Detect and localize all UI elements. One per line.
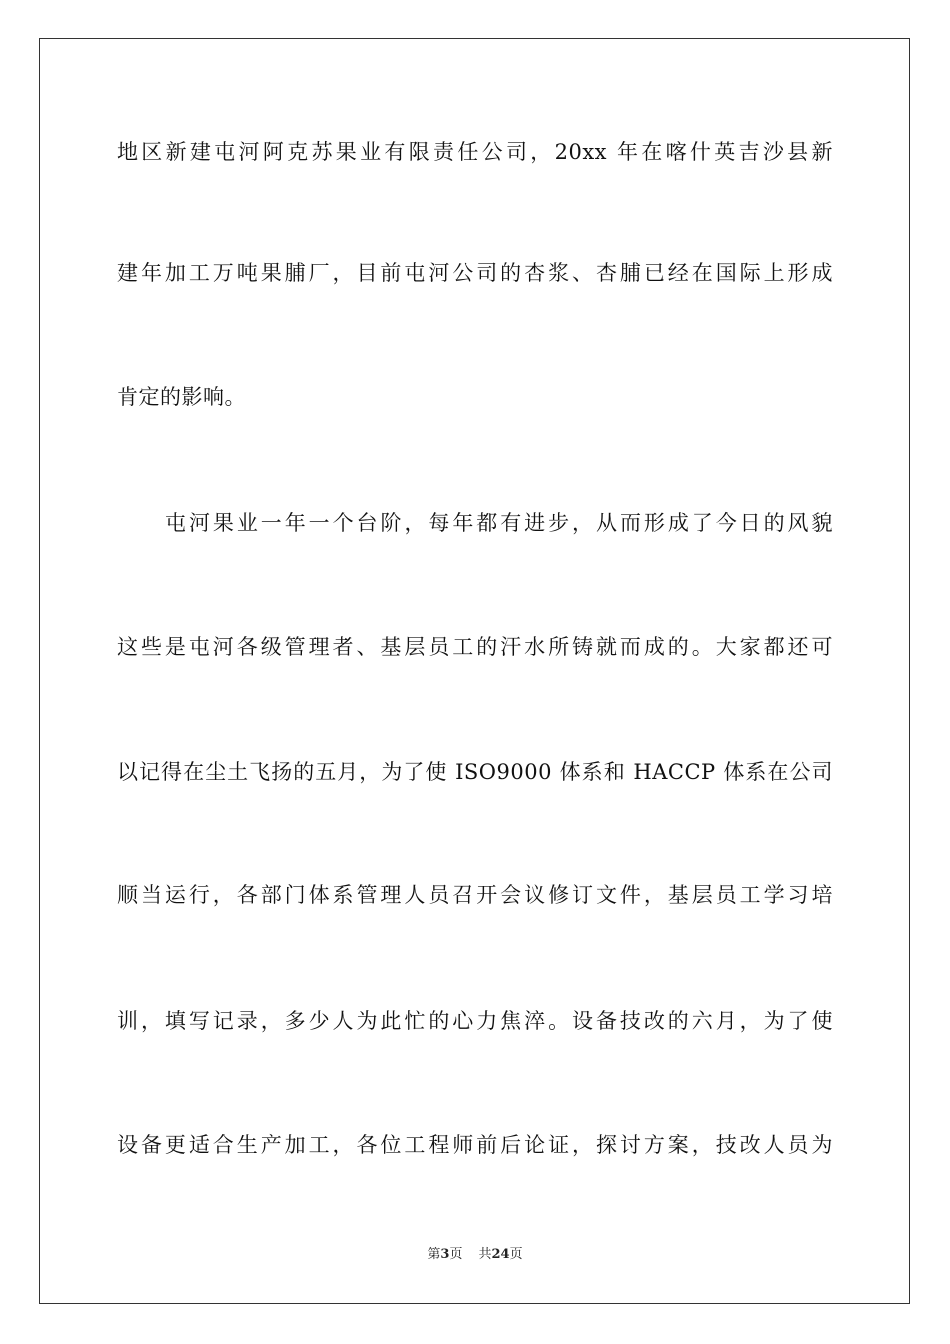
- text-line: 这些是屯河各级管理者、基层员工的汗水所铸就而成的。大家都还可: [117, 635, 833, 659]
- footer-total-suffix: 页: [509, 1247, 523, 1262]
- text-line: 以记得在尘土飞扬的五月，为了使 ISO9000 体系和 HACCP 体系在公司: [117, 760, 833, 784]
- text-line: 顺当运行，各部门体系管理人员召开会议修订文件，基层员工学习培: [117, 883, 833, 907]
- footer-page-prefix: 第: [427, 1247, 441, 1262]
- page-border: [39, 38, 910, 1304]
- text-line: 肯定的影响。: [117, 385, 246, 409]
- text-line: 训，填写记录，多少人为此忙的心力焦淬。设备技改的六月，为了使: [117, 1009, 833, 1033]
- page-footer: [0, 1246, 950, 1264]
- footer-page-suffix: 页: [449, 1247, 463, 1262]
- footer-total-pages: 24: [491, 1247, 510, 1262]
- text-line: 地区新建屯河阿克苏果业有限责任公司，20xx 年在喀什英吉沙县新: [117, 140, 833, 164]
- text-line: 设备更适合生产加工，各位工程师前后论证，探讨方案，技改人员为: [117, 1133, 833, 1157]
- text-line: 建年加工万吨果脯厂，目前屯河公司的杏浆、杏脯已经在国际上形成: [117, 261, 833, 285]
- footer-total-prefix: 共: [478, 1247, 492, 1262]
- paragraph-first-line: 屯河果业一年一个台阶，每年都有进步，从而形成了今日的风貌: [165, 511, 833, 535]
- footer-page-number: 3: [440, 1247, 450, 1262]
